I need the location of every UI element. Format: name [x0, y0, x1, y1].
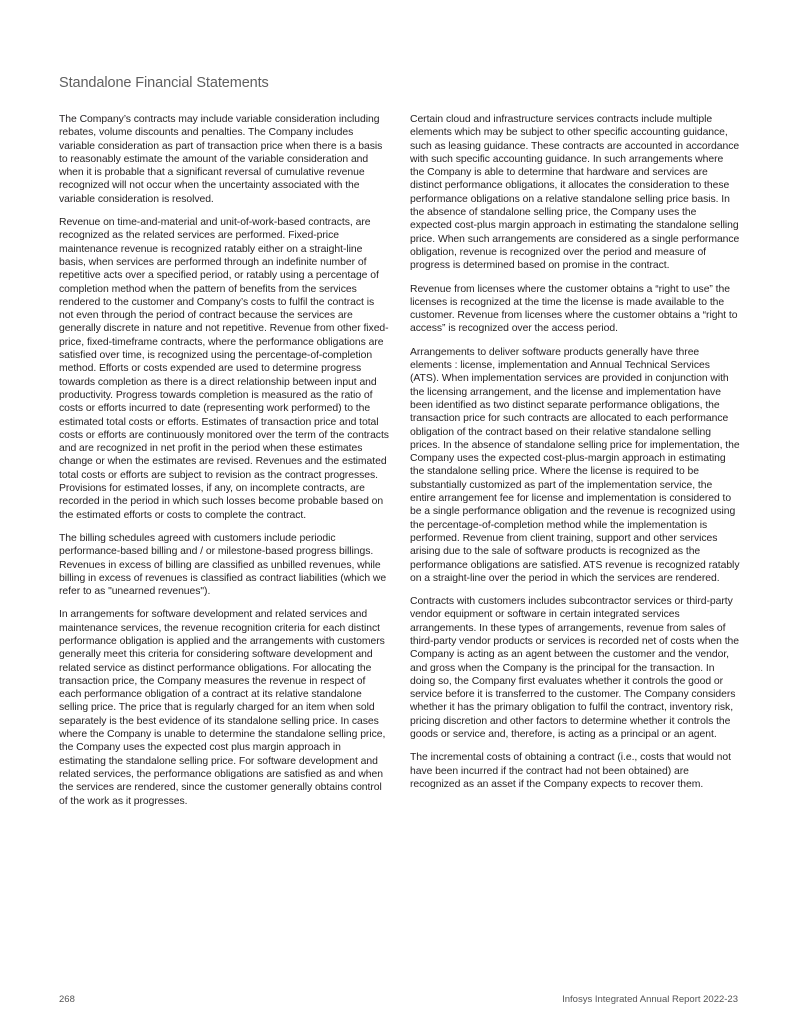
paragraph-subcontractor-services: Contracts with customers includes subcontractor services or third-party vendor equipment or software in certain integrated services arrangements. In these types of arrangements, revenue from sales of third-party vendor products or services is recorded net of costs when the Company is acting as an agent between the customer and the vendor, and gross when the Company is the principal for the transaction. In doing so, the Company first evaluates whether it controls the good or service before it is transferred to the customer. The Company considers whether it has the primary obligation to fulfil the contract, inventory risk, pricing discretion and other factors to determine whether it controls the goods or service and, therefore, is acting as a principal or an agent. — [410, 596, 740, 741]
paragraph-billing-schedules: The billing schedules agreed with customers include periodic performance-based billing and / or milestone-based progress billings. Revenues in excess of billing are classified as unbilled revenues, while billing in excess of revenues is classified as contract liabilities (which we refer to as "unearned revenues"). — [59, 532, 387, 598]
page-number: 268 — [59, 994, 75, 1005]
paragraph-software-products: Arrangements to deliver software products generally have three elements : license, implementation and Annual Technical Services (ATS). When implementation services are provided in conjunction with the licensing arrangement, and the license and implementation have been identified as two distinct separate performance obligations, the transaction price for such contracts are allocated to each performance obligation of the contract based on their relative standalone selling prices. In the absence of standalone selling price for implementation, the Company uses the expected cost-plus-margin approach in estimating the standalone selling price. Where the license is required to be substantially customized as part of the implementation service, the entire arrangement fee for license and implementation is considered to be a single performance obligation and the revenue is recognized using the percentage-of-completion method while the implementation is performed. Revenue from client training, support and other services arising due to the sale of software products is recognized as the performance obligations are satisfied. ATS revenue is recognized ratably on a straight-line over the period in which the services are rendered. — [410, 346, 740, 584]
left-column — [59, 113, 389, 818]
paragraph-software-development: In arrangements for software development and related services and maintenance services, the revenue recognition criteria for each distinct performance obligation is applied and the arrangements with customers generally meet this criteria for considering software development and related service as distinct performance obligations. For allocating the transaction price, the Company measures the revenue in respect of each performance obligation of a contract at its relative standalone selling price. The price that is regularly charged for an item when sold separately is the best evidence of its standalone selling price. In cases where the Company is unable to determine the standalone selling price, the Company uses the expected cost plus margin approach in estimating the standalone selling price. For software development and related services, the performance obligations are satisfied as and when the services are rendered, since the customer generally obtains control of the work as it progresses. — [59, 609, 386, 807]
paragraph-time-and-material: Revenue on time-and-material and unit-of-work-based contracts, are recognized as the related services are performed. Fixed-price maintenance revenue is recognized ratably either on a straight-line basis, when services are performed through an indefinite number of repetitive acts over a specified period, or ratably using a percentage of completion method when the pattern of benefits from the services rendered to the customer and Company’s costs to fulfil the contract is not even through the period of contract because the services are generally discrete in nature and not repetitive. Revenue from other fixed-price, fixed-timeframe contracts, where the performance obligations are satisfied over time, is recognized using the percentage-of-completion method. Efforts or costs expended are used to determine progress towards completion as there is a direct relationship between input and productivity. Progress towards completion is measured as the ratio of costs or efforts incurred to date (representing work performed) to the estimated total costs or efforts. Estimates of transaction price and total costs or efforts are continuously monitored over the term of the contracts and are recognized in net profit in the period when these estimates change or when the estimates are revised. Revenues and the estimated total costs or efforts are subject to revision as the contract progresses. Provisions for estimated losses, if any, on incomplete contracts, are recorded in the period in which such losses become probable based on the estimated efforts or costs to complete the contract. — [59, 217, 389, 521]
paragraph-cloud-infrastructure: Certain cloud and infrastructure services contracts include multiple elements which may be subject to other specific accounting guidance, such as leasing guidance. These contracts are accounted in accordance with such specific accounting guidance. In such arrangements where the Company is able to determine that hardware and services are distinct performance obligations, it allocates the consideration to these performance obligations on a relative standalone selling price basis. In the absence of standalone selling price, the Company uses the expected cost-plus margin approach in estimating the standalone selling price. When such arrangements are considered as a single performance obligation, revenue is recognized over the period and measure of progress is determined based on promise in the contract. — [410, 114, 740, 272]
report-title: Infosys Integrated Annual Report 2022-23 — [562, 994, 738, 1005]
paragraph-variable-consideration: The Company’s contracts may include variable consideration including rebates, volume discounts and penalties. The Company includes variable consideration as part of transaction price when there is a basis to reasonably estimate the amount of the variable consideration and when it is probable that a significant reversal of cumulative revenue recognized will not occur when the uncertainty associated with the variable consideration is resolved. — [59, 114, 383, 205]
paragraph-licenses: Revenue from licenses where the customer obtains a “right to use” the licenses is recognized at the time the license is made available to the customer. Revenue from licenses where the customer obtains a “right to access” is recognized over the access period. — [410, 283, 738, 335]
right-column — [410, 113, 740, 801]
section-title: Standalone Financial Statements — [59, 75, 269, 91]
paragraph-incremental-costs: The incremental costs of obtaining a contract (i.e., costs that would not have been incurred if the contract had not been obtained) are recognized as an asset if the Company expects to recover them. — [410, 752, 731, 790]
